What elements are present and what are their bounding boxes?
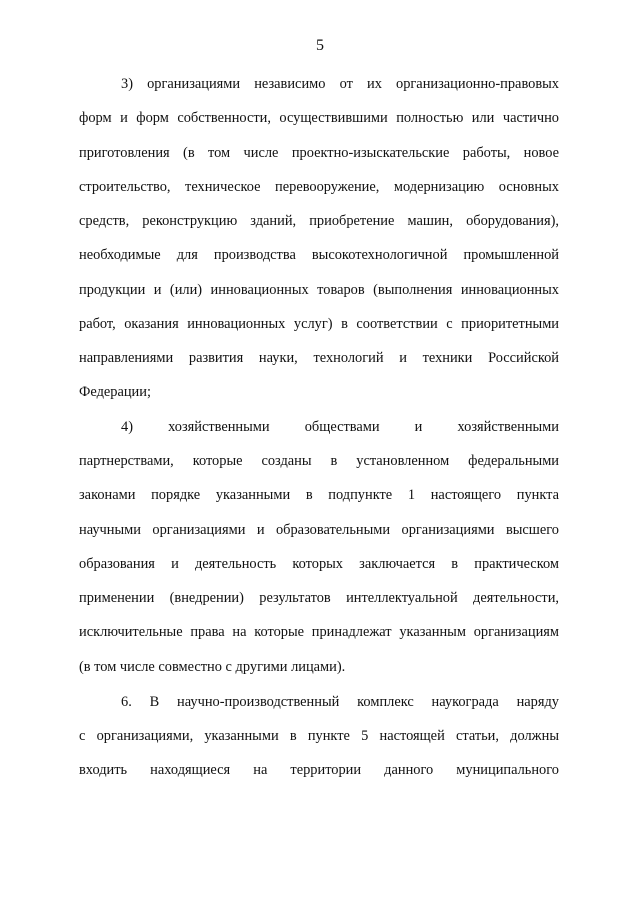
text-line: строительство, техническое перевооружение, модернизацию основных xyxy=(79,179,559,195)
text-line: применении (внедрении) результатов интеллектуальной деятельности, xyxy=(79,590,559,606)
text-line: с организациями, указанными в пункте 5 настоящей статьи, должны xyxy=(79,728,559,744)
text-line: законами порядке указанными в подпункте 1 настоящего пункта xyxy=(79,487,559,503)
text-line: приготовления (в том числе проектно-изыскательские работы, новое xyxy=(79,145,559,161)
text-line: (в том числе совместно с другими лицами). xyxy=(79,659,346,675)
text-line: 3) организациями независимо от их организационно-правовых xyxy=(121,76,559,92)
text-line: необходимые для производства высокотехнологичной промышленной xyxy=(79,247,559,263)
text-line: средств, реконструкцию зданий, приобретение машин, оборудования), xyxy=(79,213,559,229)
text-line: 6. В научно-производственный комплекс наукограда наряду xyxy=(121,694,559,710)
page-number: 5 xyxy=(316,37,324,54)
text-line: исключительные права на которые принадлежат указанным организациям xyxy=(79,624,559,640)
text-line: продукции и (или) инновационных товаров (выполнения инновационных xyxy=(79,282,559,298)
text-line: 4) хозяйственными обществами и хозяйственными xyxy=(121,419,559,435)
text-line: форм и форм собственности, осуществившими полностью или частично xyxy=(79,110,559,126)
text-line: образования и деятельность которых заключается в практическом xyxy=(79,556,559,572)
text-line: работ, оказания инновационных услуг) в соответствии с приоритетными xyxy=(79,316,559,332)
text-line: направлениями развития науки, технологий и техники Российской xyxy=(79,350,559,366)
text-line: партнерствами, которые созданы в установленном федеральными xyxy=(79,453,559,469)
text-line: Федерации; xyxy=(79,384,151,400)
text-line: входить находящиеся на территории данного муниципального xyxy=(79,762,559,778)
text-line: научными организациями и образовательными организациями высшего xyxy=(79,522,559,538)
